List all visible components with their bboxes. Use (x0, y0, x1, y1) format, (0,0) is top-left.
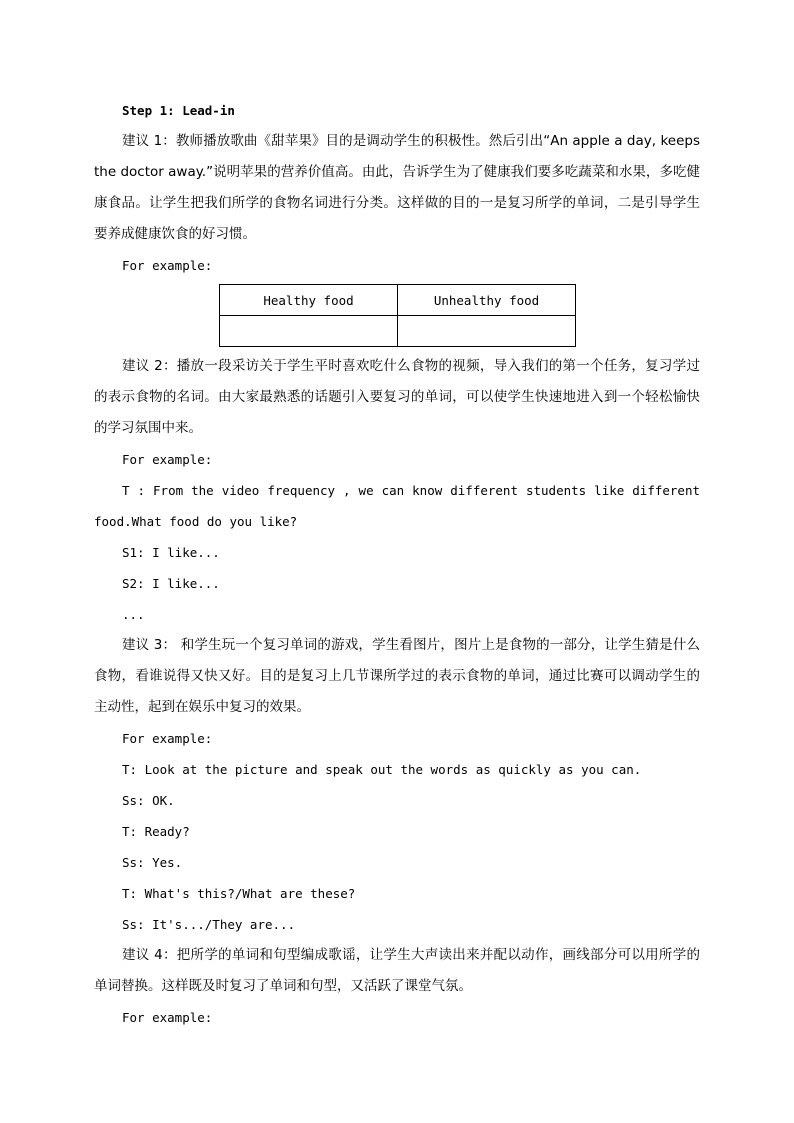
suggestion-3: 建议 3： 和学生玩一个复习单词的游戏，学生看图片，图片上是食物的一部分，让学生猜是什么食物，看谁说得又快又好。目的是复习上几节课所学过的表示食物的单词，通过比赛可以调动学生的主动性，起到在娱乐中复习的效果。 (94, 637, 700, 715)
dialog-line: Ss: OK. (122, 793, 175, 808)
example-label-2: For example: (122, 452, 213, 467)
dialog-line: S1: I like... (122, 545, 220, 560)
suggestion-1: 建议 1：教师播放歌曲《甜苹果》目的是调动学生的积极性。然后引出“An apple a day, keeps the doctor away.”说明苹果的营养价值高。由此，告诉学生为了健康我们要多吃蔬菜和水果，多吃健康食品。让学生把我们所学的食物名词进行分类。这样做的目的一是复习所学的单词，二是引导学生要养成健康饮食的好习惯。 (94, 133, 700, 242)
food-classification-table (219, 284, 576, 347)
table-header-healthy: Healthy food (220, 285, 398, 316)
dialog-line: T: Ready? (122, 824, 190, 839)
dialog-teacher-line: T : From the video frequency , we can know different students like different food.What food do you like? (94, 483, 700, 529)
dialog-line: Ss: Yes. (122, 855, 183, 870)
dialog-line: S2: I like... (122, 576, 220, 591)
step-title: Step 1: Lead-in (122, 103, 235, 118)
suggestion-2: 建议 2：播放一段采访关于学生平时喜欢吃什么食物的视频，导入我们的第一个任务，复习学过的表示食物的名词。由大家最熟悉的话题引入要复习的单词，可以使学生快速地进入到一个轻松愉快的学习氛围中来。 (94, 358, 700, 436)
table-cell-healthy (220, 316, 398, 347)
dialog-line: Ss: It's.../They are... (122, 917, 296, 932)
table-cell-unhealthy (398, 316, 576, 347)
table-row (220, 316, 576, 347)
example-label-4: For example: (122, 1010, 213, 1025)
example-label-3: For example: (122, 731, 213, 746)
dialog-line: T: Look at the picture and speak out the words as quickly as you can. (122, 762, 642, 777)
suggestion-4: 建议 4：把所学的单词和句型编成歌谣，让学生大声读出来并配以动作，画线部分可以用所学的单词替换。这样既及时复习了单词和句型，又活跃了课堂气氛。 (94, 947, 700, 994)
example-label-1: For example: (122, 258, 213, 273)
dialog-line: ... (122, 607, 145, 622)
table-header-row (220, 285, 576, 316)
document-page (94, 95, 700, 1033)
table-header-unhealthy: Unhealthy food (398, 285, 576, 316)
dialog-line: T: What's this?/What are these? (122, 886, 356, 901)
